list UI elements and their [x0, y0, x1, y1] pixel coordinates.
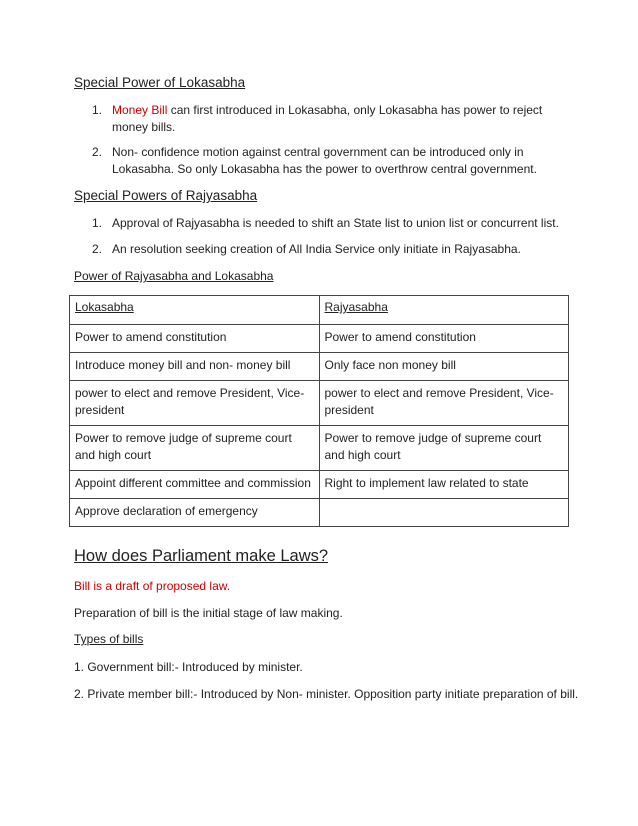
special-powers-rajyasabha-heading: Special Powers of Rajyasabha — [74, 188, 258, 203]
table-cell: Power to remove judge of supreme court and high court — [70, 426, 320, 471]
table-cell: power to elect and remove President, Vice-president — [70, 381, 320, 426]
table-cell: power to elect and remove President, Vice-president — [319, 381, 569, 426]
table-cell — [319, 499, 569, 527]
bill-type-item: 2. Private member bill:- Introduced by Non- minister. Opposition party initiate preparation of bill. — [74, 687, 579, 701]
list-number: 1. — [92, 216, 103, 230]
table-cell: Power to amend constitution — [319, 325, 569, 353]
table-cell: Right to implement law related to state — [319, 471, 569, 499]
table-cell: Introduce money bill and non- money bill — [70, 353, 320, 381]
table-cell: Power to amend constitution — [70, 325, 320, 353]
list-text: Non- confidence motion against central government can be introduced only in Lokasabha. So only Lokasabha has the power to overthrow central government. — [112, 145, 537, 176]
list-number: 2. — [92, 145, 103, 159]
table-row — [70, 499, 569, 527]
list-text: Approval of Rajyasabha is needed to shift an State list to union list or concurrent list. — [112, 216, 559, 230]
table-cell: Only face non money bill — [319, 353, 569, 381]
table-row — [70, 471, 569, 499]
power-comparison-table — [69, 295, 569, 527]
bill-preparation-text: Preparation of bill is the initial stage of law making. — [74, 606, 343, 620]
list-text — [112, 102, 572, 136]
table-row — [70, 353, 569, 381]
column-header-rajyasabha: Rajyasabha — [319, 296, 569, 325]
special-power-lokasabha-heading: Special Power of Lokasabha — [74, 75, 246, 90]
types-of-bills-heading: Types of bills — [74, 632, 144, 646]
bill-type-item: 1. Government bill:- Introduced by minister. — [74, 660, 303, 674]
table-row — [70, 325, 569, 353]
column-header-lokasabha: Lokasabha — [70, 296, 320, 325]
table-cell: Power to remove judge of supreme court and high court — [319, 426, 569, 471]
list-text: An resolution seeking creation of All India Service only initiate in Rajyasabha. — [112, 242, 521, 256]
table-cell: Appoint different committee and commission — [70, 471, 320, 499]
bill-definition: Bill is a draft of proposed law. — [74, 579, 231, 593]
list-number: 1. — [92, 103, 103, 117]
power-comparison-heading: Power of Rajyasabha and Lokasabha — [74, 269, 274, 283]
table-header-row — [70, 296, 569, 325]
list-text-rest: can first introduced in Lokasabha, only Lokasabha has power to reject money bills. — [112, 103, 543, 134]
table-cell: Approve declaration of emergency — [70, 499, 320, 527]
money-bill-highlight: Money Bill — [112, 103, 168, 117]
list-number: 2. — [92, 242, 103, 256]
table-row — [70, 426, 569, 471]
how-parliament-makes-laws-heading: How does Parliament make Laws? — [74, 547, 329, 565]
table-row — [70, 381, 569, 426]
